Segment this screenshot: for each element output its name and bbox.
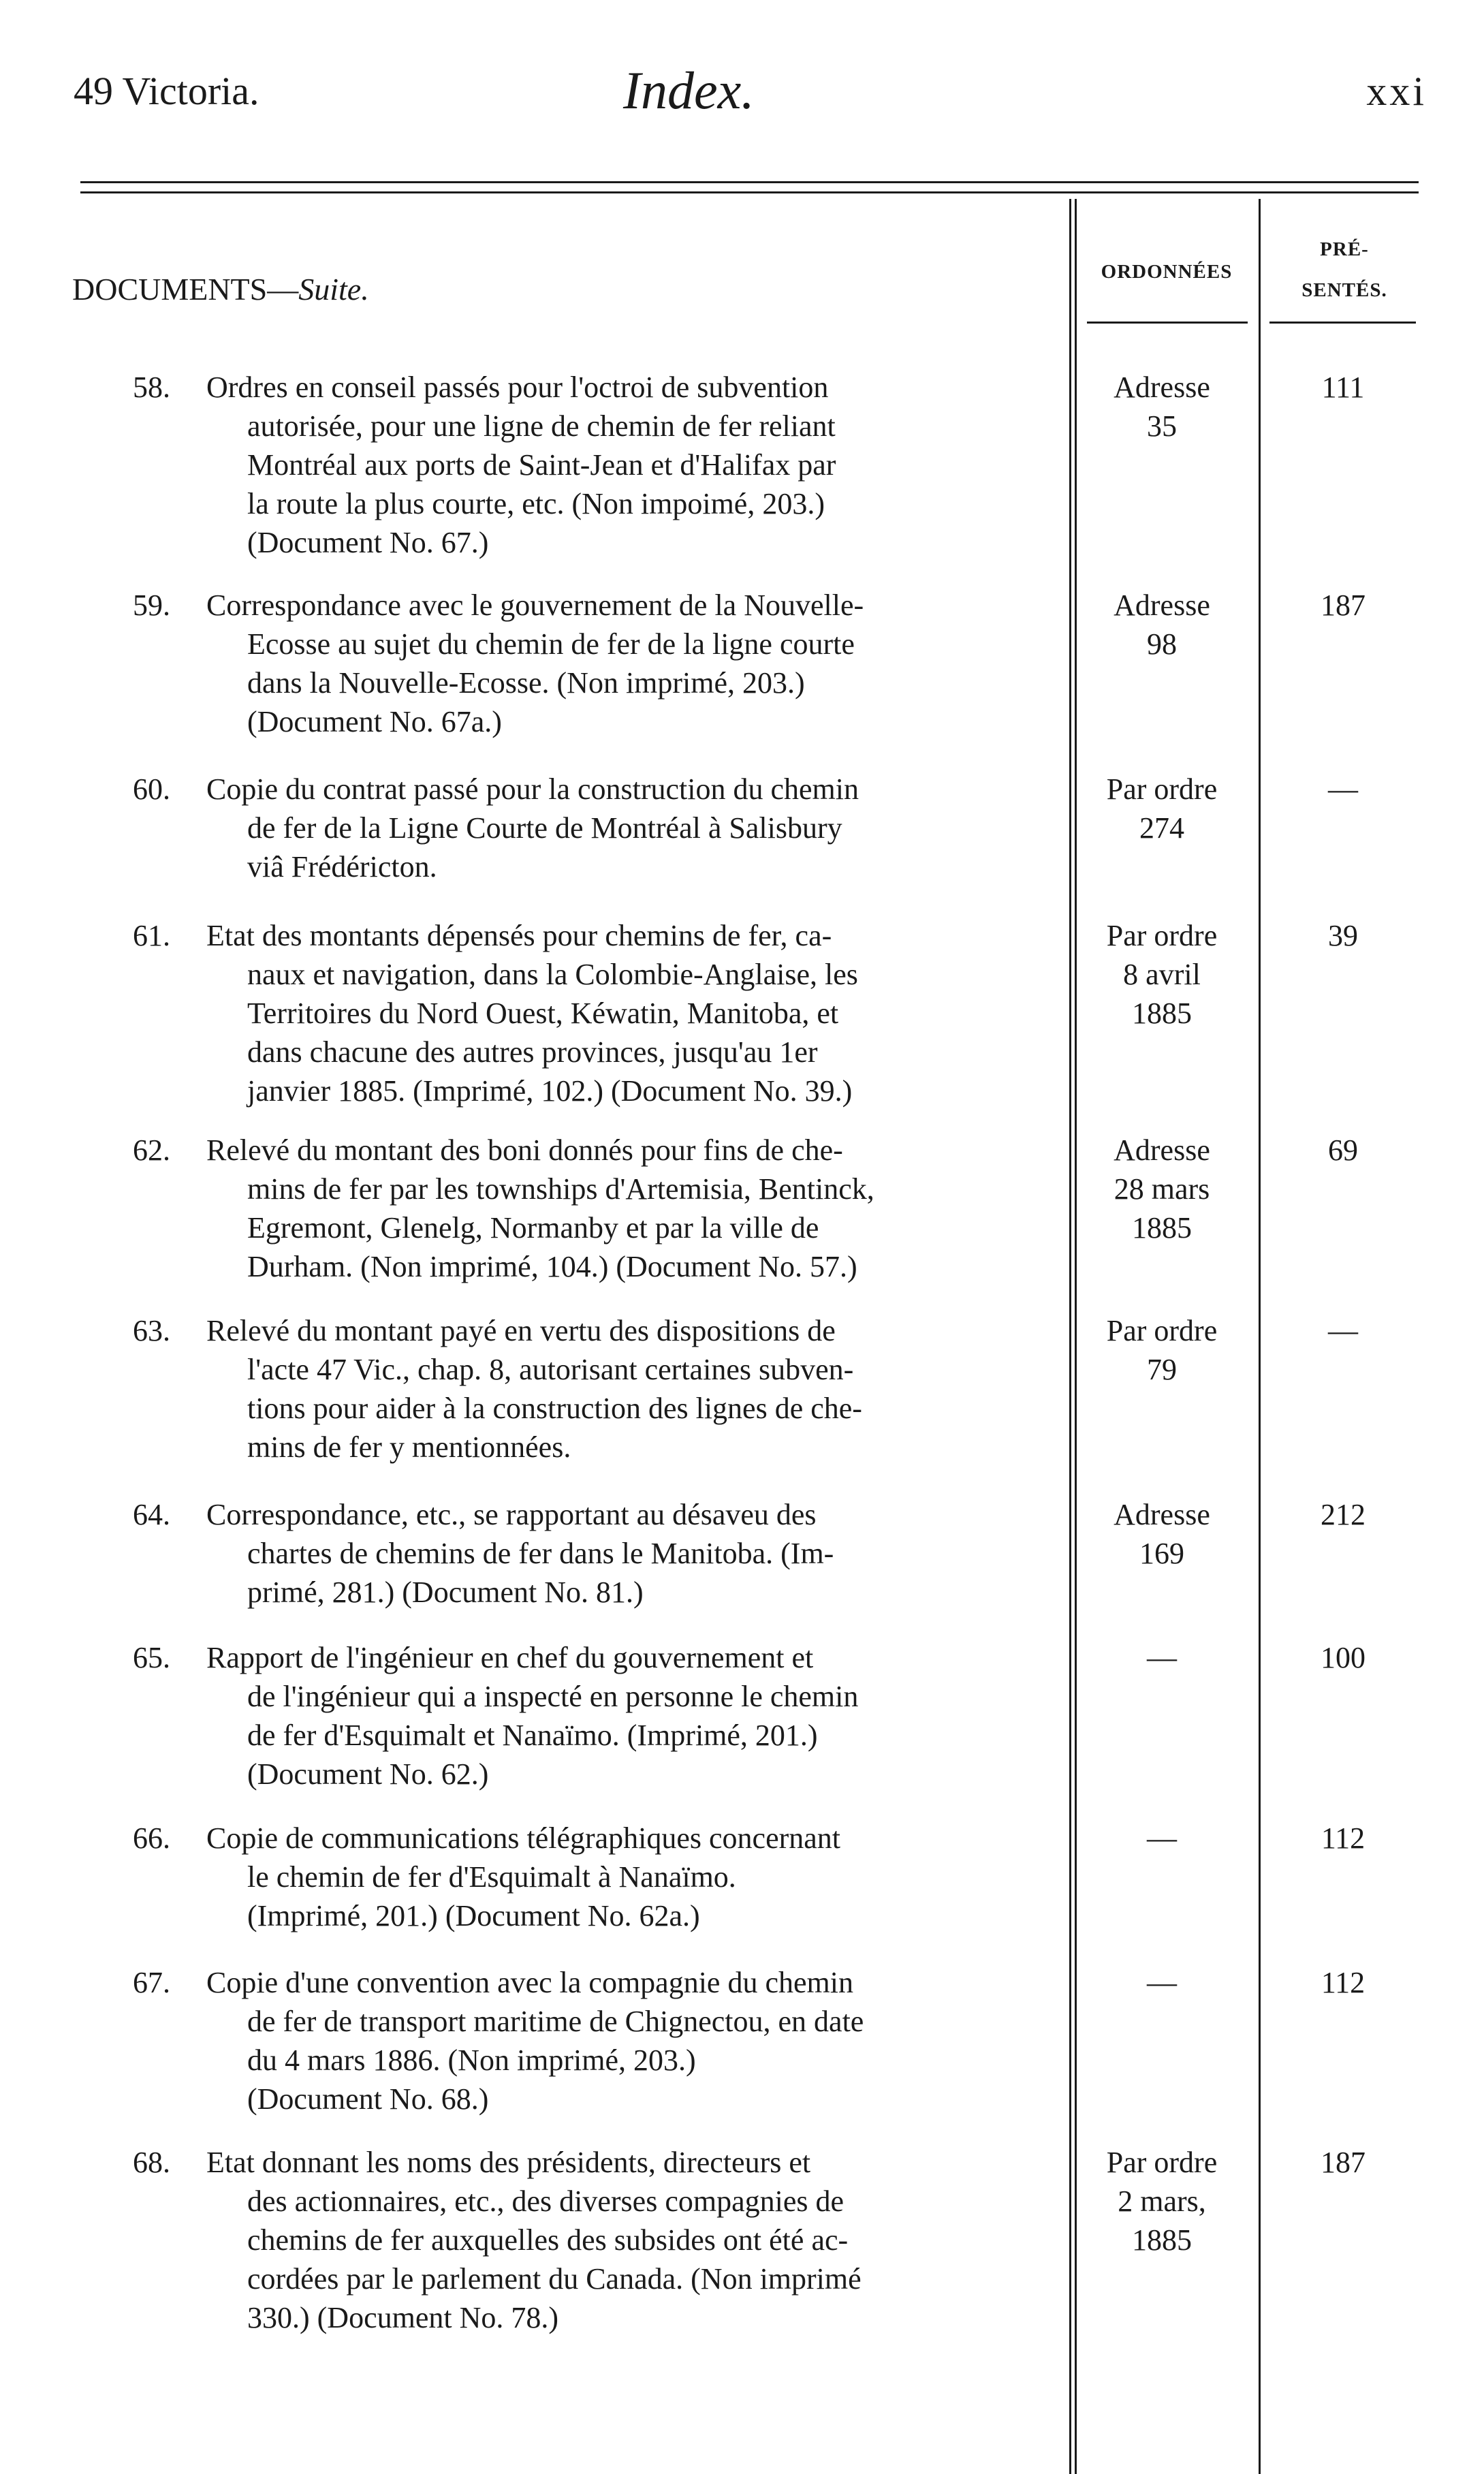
entry-ordonnees: Par ordre <box>1106 1314 1218 1347</box>
entry-number: 65. <box>133 1641 170 1674</box>
entry-document-ref: (Document No. 68.) <box>247 2082 489 2116</box>
column-header-ordonnees: ORDONNÉES <box>1101 261 1233 283</box>
entry-text-line: la route la plus courte, etc. (Non impoimé, 203.) <box>247 487 825 520</box>
entry-ordonnees: 1885 <box>1132 997 1192 1030</box>
entry-ordonnees: 169 <box>1139 1537 1184 1570</box>
entry-text-line: (Imprimé, 201.) (Document No. 62a.) <box>247 1899 700 1932</box>
entry-ordonnees: — <box>1147 1821 1177 1855</box>
entry-text-line: Relevé du montant payé en vertu des dispositions de <box>206 1314 836 1347</box>
entry-ordonnees: 98 <box>1147 627 1177 661</box>
entry-text-line: Correspondance avec le gouvernement de la Nouvelle- <box>206 589 864 622</box>
entry-text-line: l'acte 47 Vic., chap. 8, autorisant certaines subven- <box>247 1353 854 1386</box>
entry-number: 67. <box>133 1966 170 1999</box>
entry-text-line: mins de fer y mentionnées. <box>247 1430 571 1464</box>
column-rule-1 <box>1069 199 1071 2474</box>
entry-ordonnees: 274 <box>1139 811 1184 845</box>
entry-text-line: Copie du contrat passé pour la construction du chemin <box>206 772 859 806</box>
entry-text-line: de fer d'Esquimalt et Nanaïmo. (Imprimé, 201.) <box>247 1719 818 1752</box>
entry-ordonnees: 28 mars <box>1114 1172 1210 1206</box>
entry-text-line: chemins de fer auxquelles des subsides ont été ac- <box>247 2223 849 2257</box>
entry-text-line: janvier 1885. (Imprimé, 102.) (Document No. 39.) <box>247 1074 853 1108</box>
header-rule-bottom <box>80 191 1419 193</box>
entry-text-line: de fer de transport maritime de Chignectou, en date <box>247 2005 864 2038</box>
column-header-presentes-line1: PRÉ- <box>1320 238 1369 260</box>
entry-presentes: 39 <box>1328 919 1358 952</box>
entry-text-line: Egremont, Glenelg, Normanby et par la ville de <box>247 1211 819 1244</box>
header-rule-top <box>80 181 1419 183</box>
entry-text-line: dans la Nouvelle-Ecosse. (Non imprimé, 203.) <box>247 666 805 700</box>
entry-ordonnees: 1885 <box>1132 1211 1192 1244</box>
entry-ordonnees: — <box>1147 1966 1177 1999</box>
entry-ordonnees: 35 <box>1147 409 1177 443</box>
entry-ordonnees: Adresse <box>1114 1133 1210 1167</box>
entry-text-line: Copie d'une convention avec la compagnie du chemin <box>206 1966 853 1999</box>
page-title: Index. <box>623 61 755 120</box>
column-rule-3 <box>1259 199 1261 2474</box>
entry-ordonnees: Adresse <box>1114 1498 1210 1531</box>
entry-text-line: autorisée, pour une ligne de chemin de fer reliant <box>247 409 836 443</box>
entry-number: 62. <box>133 1133 170 1167</box>
section-heading: DOCUMENTS—Suite. <box>72 272 369 307</box>
entry-presentes: — <box>1328 1314 1358 1347</box>
entry-text-line: cordées par le parlement du Canada. (Non imprimé <box>247 2262 862 2296</box>
entry-ordonnees: Adresse <box>1114 589 1210 622</box>
entry-text-line: Correspondance, etc., se rapportant au désaveu des <box>206 1498 817 1531</box>
entry-number: 63. <box>133 1314 170 1347</box>
entry-document-ref: (Document No. 62.) <box>247 1757 489 1791</box>
entry-ordonnees: — <box>1147 1641 1177 1674</box>
entry-text-line: primé, 281.) (Document No. 81.) <box>247 1576 644 1609</box>
entry-number: 58. <box>133 371 170 404</box>
entry-presentes: 111 <box>1321 371 1365 404</box>
entry-document-ref: (Document No. 67a.) <box>247 705 502 738</box>
entry-number: 60. <box>133 772 170 806</box>
entry-ordonnees: 8 avril <box>1123 958 1201 991</box>
entry-text-line: Etat des montants dépensés pour chemins de fer, ca- <box>206 919 832 952</box>
entry-text-line: mins de fer par les townships d'Artemisia, Bentinck, <box>247 1172 874 1206</box>
entry-text-line: tions pour aider à la construction des lignes de che- <box>247 1392 862 1425</box>
entry-text-line: Copie de communications télégraphiques concernant <box>206 1821 841 1855</box>
entry-text-line: naux et navigation, dans la Colombie-Anglaise, les <box>247 958 858 991</box>
entry-ordonnees: Par ordre <box>1106 2146 1218 2179</box>
entry-presentes: 69 <box>1328 1133 1358 1167</box>
entry-ordonnees: 2 mars, <box>1118 2185 1206 2218</box>
entry-text-line: chartes de chemins de fer dans le Manitoba. (Im- <box>247 1537 834 1570</box>
entry-text-line: Relevé du montant des boni donnés pour fins de che- <box>206 1133 843 1167</box>
entry-text-line: 330.) (Document No. 78.) <box>247 2301 559 2334</box>
entry-text-line: Montréal aux ports de Saint-Jean et d'Halifax par <box>247 448 836 482</box>
running-head-left: 49 Victoria. <box>74 69 259 113</box>
entry-presentes: 187 <box>1321 2146 1365 2179</box>
entry-text-line: viâ Frédéricton. <box>247 850 437 883</box>
entry-presentes: 187 <box>1321 589 1365 622</box>
entry-number: 61. <box>133 919 170 952</box>
entry-presentes: 100 <box>1321 1641 1365 1674</box>
entry-number: 68. <box>133 2146 170 2179</box>
entry-number: 64. <box>133 1498 170 1531</box>
entry-text-line: de fer de la Ligne Courte de Montréal à Salisbury <box>247 811 842 845</box>
entry-ordonnees: 79 <box>1147 1353 1177 1386</box>
entry-ordonnees: Par ordre <box>1106 919 1218 952</box>
entry-text-line: de l'ingénieur qui a inspecté en personne le chemin <box>247 1680 859 1713</box>
entry-text-line: Rapport de l'ingénieur en chef du gouvernement et <box>206 1641 814 1674</box>
page-number: xxi <box>1366 69 1427 114</box>
entry-text-line: Etat donnant les noms des présidents, directeurs et <box>206 2146 811 2179</box>
entry-number: 59. <box>133 589 170 622</box>
entry-text-line: des actionnaires, etc., des diverses compagnies de <box>247 2185 844 2218</box>
entry-text-line: Ordres en conseil passés pour l'octroi de subvention <box>206 371 829 404</box>
entry-ordonnees: 1885 <box>1132 2223 1192 2257</box>
entry-document-ref: (Document No. 67.) <box>247 526 489 559</box>
entry-presentes: 212 <box>1321 1498 1365 1531</box>
entry-text-line: le chemin de fer d'Esquimalt à Nanaïmo. <box>247 1860 736 1894</box>
entry-text-line: Ecosse au sujet du chemin de fer de la ligne courte <box>247 627 855 661</box>
column-header-rule-presentes <box>1269 322 1416 324</box>
entry-text-line: dans chacune des autres provinces, jusqu'au 1er <box>247 1035 818 1069</box>
entry-presentes: — <box>1328 772 1358 806</box>
entry-ordonnees: Par ordre <box>1106 772 1218 806</box>
entry-presentes: 112 <box>1321 1966 1365 1999</box>
column-header-rule-ordonnees <box>1087 322 1248 324</box>
entry-text-line: Durham. (Non imprimé, 104.) (Document No. 57.) <box>247 1250 857 1283</box>
entry-text-line: Territoires du Nord Ouest, Kéwatin, Manitoba, et <box>247 997 839 1030</box>
entry-number: 66. <box>133 1821 170 1855</box>
column-header-presentes-line2: SENTÉS. <box>1301 279 1387 301</box>
entry-text-line: du 4 mars 1886. (Non imprimé, 203.) <box>247 2044 696 2077</box>
entry-presentes: 112 <box>1321 1821 1365 1855</box>
entry-ordonnees: Adresse <box>1114 371 1210 404</box>
